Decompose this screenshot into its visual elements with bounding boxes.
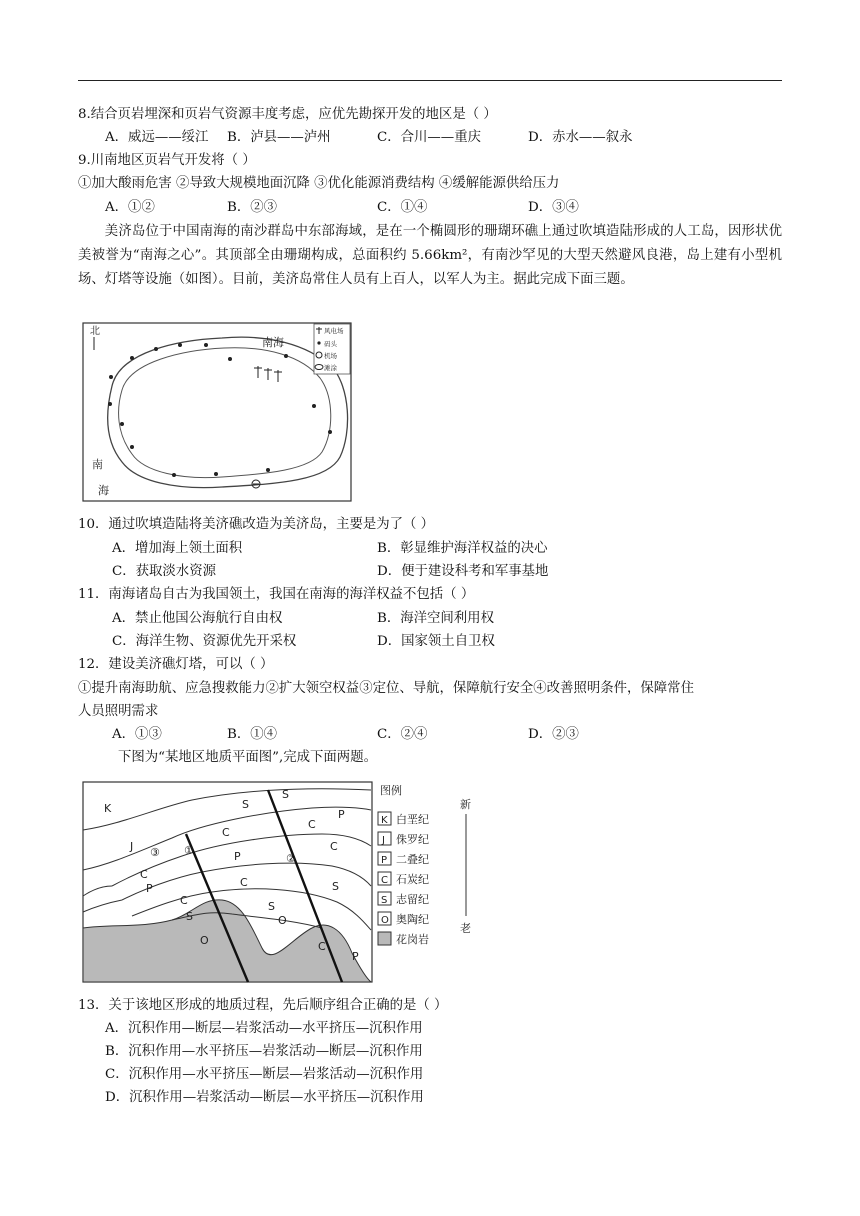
svg-text:P: P [338,808,345,821]
sea-label-left-1: 南 [92,458,103,471]
header-rule [78,80,782,81]
svg-text:新: 新 [460,798,471,811]
intro-geology-map: 下图为“某地区地质平面图”,完成下面两题。 [118,750,377,765]
svg-text:风电场: 风电场 [324,327,344,335]
q10-option-c[interactable]: C．获取淡水资源 [112,564,216,579]
q9-option-c[interactable]: C．①④ [377,200,428,215]
svg-text:③: ③ [150,846,160,859]
q8-stem: 8.结合页岩埋深和页岩气资源丰度考虑，应优先勘探开发的地区是（ ） [78,107,497,122]
svg-text:C: C [240,876,248,889]
svg-text:P: P [146,882,153,895]
geology-legend [378,783,471,946]
sea-label-top: 南海 [262,336,284,349]
svg-text:机场: 机场 [324,352,337,360]
q9-items: ①加大酸雨危害 ②导致大规模地面沉降 ③优化能源消费结构 ④缓解能源供给压力 [78,176,560,191]
sea-label-left-2: 海 [98,484,109,497]
svg-text:O: O [278,914,287,927]
svg-text:S: S [332,880,339,893]
svg-text:二叠纪: 二叠纪 [396,853,429,866]
q12-stem: 12．建设美济礁灯塔，可以（ ） [78,657,274,672]
svg-text:S: S [186,910,193,923]
geology-plan-map [82,778,482,984]
svg-text:S: S [242,798,249,811]
q8-option-b[interactable]: B．泸县——泸州 [227,130,331,145]
svg-text:P: P [352,950,359,963]
svg-text:侏罗纪: 侏罗纪 [396,833,429,846]
svg-text:白垩纪: 白垩纪 [396,813,429,826]
svg-text:花岗岩: 花岗岩 [396,933,429,946]
svg-text:图例: 图例 [380,784,402,797]
q8-option-a[interactable]: A．威远——绥江 [105,130,209,145]
svg-text:码头: 码头 [324,340,337,348]
q12-option-b[interactable]: B．①④ [227,727,278,742]
svg-text:C: C [140,868,148,881]
svg-text:S: S [381,895,388,906]
q13-option-d[interactable]: D．沉积作用—岩浆活动—断层—水平挤压—沉积作用 [105,1090,424,1105]
svg-text:老: 老 [460,922,471,935]
svg-text:P: P [381,855,388,866]
svg-text:志留纪: 志留纪 [396,893,429,906]
svg-text:C: C [308,818,316,831]
passage-meiji-island: 美济岛位于中国南海的南沙群岛中东部海域，是在一个椭圆形的珊瑚环礁上通过吹填造陆形成的人工岛，因形状优美被誉为“南海之心”。其顶部全由珊瑚构成，总面积约 5.66km²，有南沙罕见的大型天然避风良港，岛上建有小型机场、灯塔等设施（如图）。目前，美济岛常住人员有上百人，以军人为主。据此完成下面三题。 [78,224,782,287]
q9-option-d[interactable]: D．③④ [528,200,579,215]
svg-text:P: P [234,850,241,863]
q12-option-d[interactable]: D．②③ [528,727,579,742]
q11-option-c[interactable]: C．海洋生物、资源优先开采权 [112,634,297,649]
svg-text:C: C [180,894,188,907]
q10-option-a[interactable]: A．增加海上领土面积 [112,541,243,556]
svg-text:O: O [381,915,389,926]
q10-stem: 10．通过吹填造陆将美济礁改造为美济岛，主要是为了（ ） [78,517,435,532]
svg-text:C: C [381,875,388,886]
svg-text:滩涂: 滩涂 [324,364,337,372]
svg-text:奥陶纪: 奥陶纪 [396,913,429,926]
q12-option-c[interactable]: C．②④ [377,727,428,742]
svg-text:J: J [382,835,385,846]
q12-items-line2: 人员照明需求 [78,704,159,719]
q12-items-line1: ①提升南海助航、应急搜救能力②扩大领空权益③定位、导航，保障航行安全④改善照明条件，保障常住 [78,681,694,696]
q11-stem: 11．南海诸岛自古为我国领土，我国在南海的海洋权益不包括（ ） [78,587,475,602]
svg-text:C: C [222,826,230,839]
svg-text:K: K [381,815,388,826]
q8-option-d[interactable]: D．赤水——叙永 [528,130,633,145]
svg-text:C: C [318,940,326,953]
q8-option-c[interactable]: C．合川——重庆 [377,130,481,145]
q11-option-b[interactable]: B．海洋空间利用权 [377,611,494,626]
q11-option-d[interactable]: D．国家领土自卫权 [377,634,495,649]
q9-option-a[interactable]: A．①② [105,200,155,215]
svg-text:石炭纪: 石炭纪 [396,873,429,886]
svg-text:J: J [130,840,134,853]
q13-option-c[interactable]: C．沉积作用—水平挤压—断层—岩浆活动—沉积作用 [105,1067,424,1082]
q12-option-a[interactable]: A．①③ [112,727,162,742]
q9-option-b[interactable]: B．②③ [227,200,278,215]
q10-option-b[interactable]: B．彰显维护海洋权益的决心 [377,541,548,556]
north-label: 北 [90,326,100,337]
q10-option-d[interactable]: D．便于建设科考和军事基地 [377,564,549,579]
svg-text:O: O [200,934,209,947]
svg-text:②: ② [286,852,296,865]
q9-stem: 9.川南地区页岩气开发将（ ） [78,153,256,168]
q13-option-b[interactable]: B．沉积作用—水平挤压—岩浆活动—断层—沉积作用 [105,1044,423,1059]
svg-text:K: K [104,802,112,815]
svg-text:C: C [330,840,338,853]
q11-option-a[interactable]: A．禁止他国公海航行自由权 [112,611,283,626]
svg-text:S: S [268,900,275,913]
meiji-island-map [82,322,352,502]
svg-text:①: ① [184,844,194,857]
q13-stem: 13．关于该地区形成的地质过程，先后顺序组合正确的是（ ） [78,998,448,1013]
q13-option-a[interactable]: A．沉积作用—断层—岩浆活动—水平挤压—沉积作用 [105,1021,423,1036]
svg-text:S: S [282,788,289,801]
